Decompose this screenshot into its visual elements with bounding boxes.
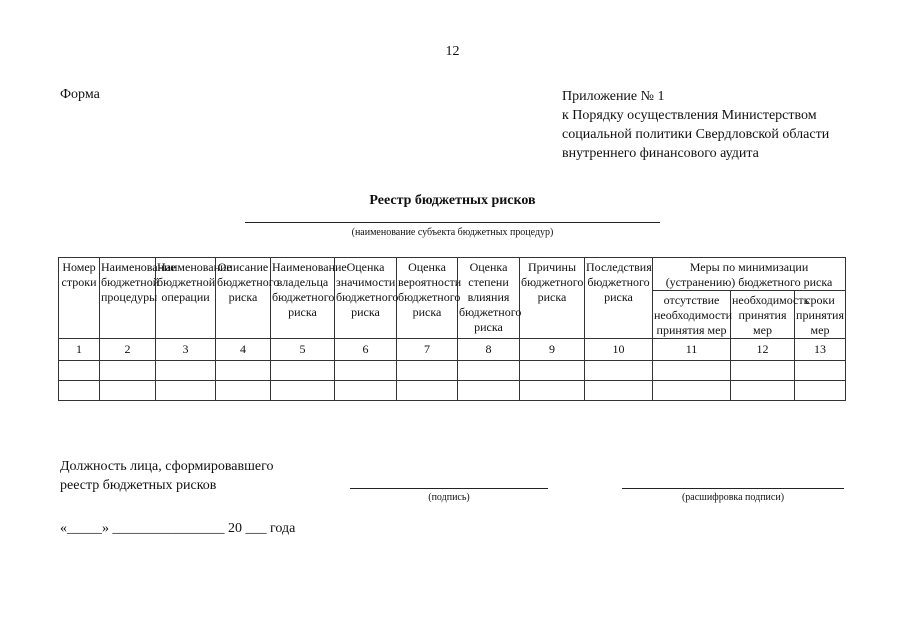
subject-underline bbox=[245, 222, 660, 223]
subject-caption: (наименование субъекта бюджетных процедур) bbox=[351, 227, 554, 238]
column-number: 13 bbox=[795, 339, 846, 361]
table-row bbox=[59, 361, 846, 381]
header-risk-owner: Наименование владельца бюджетного риска bbox=[271, 258, 335, 339]
column-numbers-row bbox=[59, 339, 846, 361]
table-cell bbox=[585, 381, 653, 401]
table-cell bbox=[731, 381, 795, 401]
table-cell bbox=[520, 381, 585, 401]
table-cell bbox=[271, 381, 335, 401]
signature-line bbox=[350, 488, 548, 489]
table-cell bbox=[335, 381, 397, 401]
table-cell bbox=[397, 381, 458, 401]
column-number: 10 bbox=[585, 339, 653, 361]
header-action-deadline: сроки принятия мер bbox=[795, 291, 846, 339]
position-label bbox=[60, 457, 274, 495]
position-line-2: реестр бюджетных рисков bbox=[60, 478, 217, 493]
appendix-line-2: к Порядку осуществления Министерством bbox=[562, 108, 817, 123]
table-cell bbox=[458, 361, 520, 381]
table-cell bbox=[216, 361, 271, 381]
header-procedure-name: Наименование бюджетной процедуры bbox=[100, 258, 156, 339]
signature-caption: (подпись) bbox=[428, 492, 470, 503]
table-cell bbox=[397, 361, 458, 381]
header-impact: Оценка степени влияния бюджетного риска bbox=[458, 258, 520, 339]
document-title: Реестр бюджетных рисков bbox=[369, 193, 536, 208]
header-risk-description: Описание бюджетного риска bbox=[216, 258, 271, 339]
signature-decoding-caption: (расшифровка подписи) bbox=[681, 492, 785, 503]
header-probability: Оценка вероятности бюджетного риска bbox=[397, 258, 458, 339]
table-cell bbox=[156, 381, 216, 401]
table-cell bbox=[520, 361, 585, 381]
table-cell bbox=[100, 381, 156, 401]
header-mitigation-group: Меры по минимизации (устранению) бюджетного риска bbox=[653, 258, 846, 291]
header-row-number: Номер строки bbox=[59, 258, 100, 339]
table-cell bbox=[271, 361, 335, 381]
column-number: 6 bbox=[335, 339, 397, 361]
column-number: 12 bbox=[731, 339, 795, 361]
signature-decoding-line bbox=[622, 488, 844, 489]
header-operation-name: Наименование бюджетной операции bbox=[156, 258, 216, 339]
appendix-line-3: социальной политики Свердловской области bbox=[562, 127, 830, 142]
header-significance: Оценка значимости бюджетного риска bbox=[335, 258, 397, 339]
header-causes: Причины бюджетного риска bbox=[520, 258, 585, 339]
header-row bbox=[59, 258, 846, 291]
table-row bbox=[59, 381, 846, 401]
header-action-needed: необходимость принятия мер bbox=[731, 291, 795, 339]
table-cell bbox=[458, 381, 520, 401]
header-consequences: Последствия бюджетного риска bbox=[585, 258, 653, 339]
column-number: 1 bbox=[59, 339, 100, 361]
table-cell bbox=[731, 361, 795, 381]
column-number: 5 bbox=[271, 339, 335, 361]
column-number: 8 bbox=[458, 339, 520, 361]
table-cell bbox=[335, 361, 397, 381]
table-cell bbox=[653, 381, 731, 401]
header-no-action-needed: отсутствие необходимости принятия мер bbox=[653, 291, 731, 339]
appendix-line-1: Приложение № 1 bbox=[562, 89, 665, 104]
column-number: 7 bbox=[397, 339, 458, 361]
column-number: 4 bbox=[216, 339, 271, 361]
date-line: «_____» ________________ 20 ___ года bbox=[60, 521, 296, 536]
table-cell bbox=[585, 361, 653, 381]
table-cell bbox=[59, 361, 100, 381]
position-line-1: Должность лица, сформировавшего bbox=[60, 459, 274, 474]
column-number: 11 bbox=[653, 339, 731, 361]
page-number: 12 bbox=[445, 44, 460, 59]
form-label: Форма bbox=[60, 87, 100, 102]
table-cell bbox=[216, 381, 271, 401]
column-number: 3 bbox=[156, 339, 216, 361]
table-cell bbox=[59, 381, 100, 401]
appendix-block bbox=[562, 87, 829, 163]
table-cell bbox=[100, 361, 156, 381]
table-cell bbox=[653, 361, 731, 381]
column-number: 2 bbox=[100, 339, 156, 361]
table-cell bbox=[156, 361, 216, 381]
table-cell bbox=[795, 381, 846, 401]
appendix-line-4: внутреннего финансового аудита bbox=[562, 146, 759, 161]
risk-register-table bbox=[58, 257, 846, 401]
column-number: 9 bbox=[520, 339, 585, 361]
table-cell bbox=[795, 361, 846, 381]
